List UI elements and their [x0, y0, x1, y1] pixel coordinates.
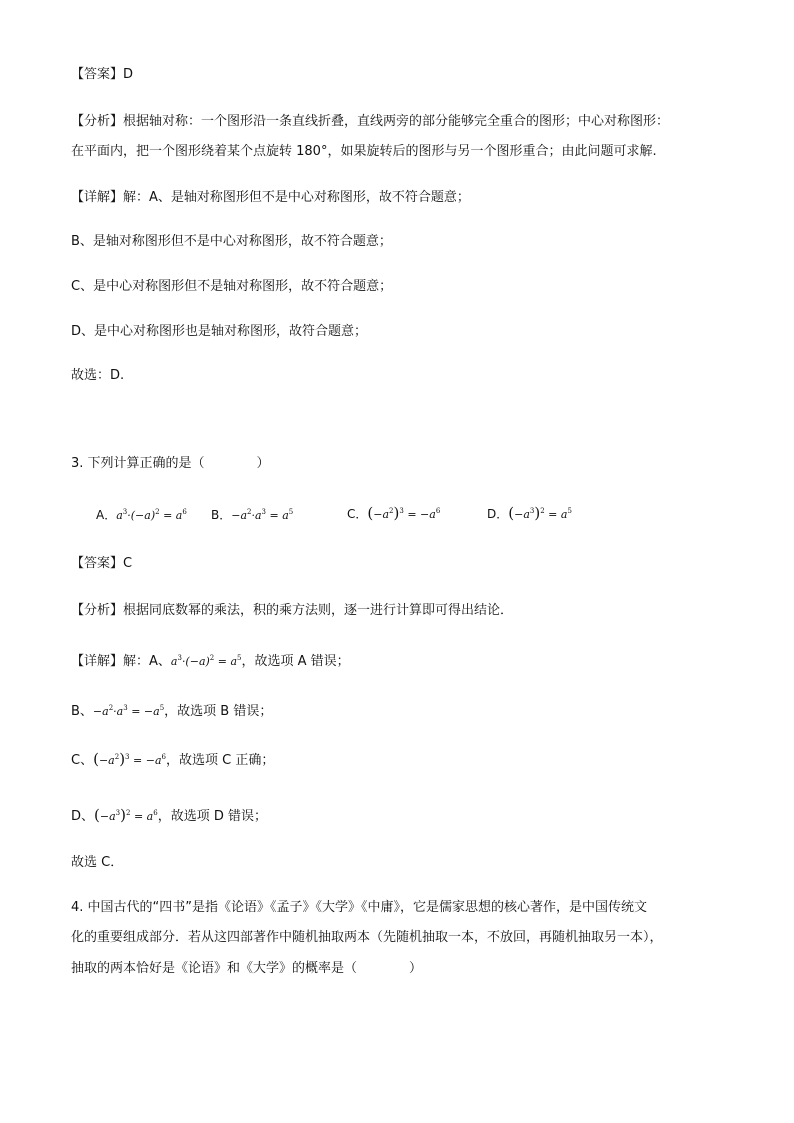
question-4-line-1: 4. 中国古代的“四书”是指《论语》《孟子》《大学》《中庸》，它是儒家思想的核心著作，是中国传统文 [71, 900, 648, 915]
option-a[interactable] [96, 506, 187, 523]
detail-b-prefix: B、 [71, 704, 93, 719]
option-b-label: B． [211, 508, 232, 522]
option-c-formula: $(-a^2)^3 = -a^6$ [367, 504, 441, 522]
option-c[interactable] [347, 504, 440, 522]
detail-a-formula: $a^3\cdot(-a)^2 = a^5$ [170, 654, 242, 668]
detail-d-formula: $(-a^3)^2 = a^6$ [94, 806, 158, 824]
answer-label: 【答案】D [71, 67, 134, 82]
option-a-formula: $a^3\cdot(-a)^2 = a^6$ [116, 508, 187, 522]
analysis-line-1: 【分析】根据轴对称：一个图形沿一条直线折叠，直线两旁的部分能够完全重合的图形；中心对称图形： [71, 114, 670, 129]
detail-c: C、是中心对称图形但不是轴对称图形，故不符合题意； [71, 279, 393, 294]
option-d-formula: $(-a^3)^2 = a^5$ [508, 504, 572, 522]
option-c-label: C． [347, 507, 368, 521]
detail-c-formula: $(-a^2)^3 = -a^6$ [93, 750, 166, 768]
analysis-line-2: 在平面内，把一个图形绕着某个点旋转 180°，如果旋转后的图形与另一个图形重合；由此问题可求解. [71, 144, 657, 159]
question-3-detail-c [71, 748, 274, 770]
question-3-answer: 【答案】C [71, 556, 133, 571]
detail-a-suffix: ，故选项 A 错误； [241, 654, 350, 669]
question-3-stem: 3. 下列计算正确的是（ ） [71, 456, 270, 471]
detail-a-prefix: 【详解】解：A、 [71, 654, 171, 669]
detail-d-suffix: ，故选项 D 错误； [157, 809, 267, 824]
question-3-detail-a [71, 649, 350, 671]
option-d-label: D． [487, 507, 509, 521]
choose-line: 故选：D. [71, 368, 125, 383]
detail-c-prefix: C、 [71, 753, 94, 768]
detail-d: D、是中心对称图形也是轴对称图形，故符合题意； [71, 324, 368, 339]
question-4-line-3: 抽取的两本恰好是《论语》和《大学》的概率是（ ） [71, 961, 423, 976]
detail-b-formula: $-a^2\cdot a^3 = -a^5$ [92, 704, 165, 718]
option-b[interactable] [211, 506, 293, 523]
detail-b-suffix: ，故选项 B 错误； [164, 704, 273, 719]
detail-d-prefix: D、 [71, 809, 95, 824]
detail-a: 【详解】解：A、是轴对称图形但不是中心对称图形，故不符合题意； [71, 190, 470, 205]
question-3-choose: 故选 C． [71, 855, 124, 870]
detail-b: B、是轴对称图形但不是中心对称图形，故不符合题意； [71, 234, 392, 249]
option-d[interactable] [487, 504, 572, 522]
detail-c-suffix: ，故选项 C 正确； [165, 753, 275, 768]
question-3-detail-d [71, 804, 267, 826]
option-b-formula: $-a^2\cdot a^3 = a^5$ [231, 508, 294, 522]
question-3-detail-b [71, 699, 272, 721]
question-3-analysis: 【分析】根据同底数幂的乘法，积的乘方法则，逐一进行计算即可得出结论． [71, 603, 514, 618]
option-a-label: A． [96, 508, 117, 522]
question-4-line-2: 化的重要组成部分．若从这四部著作中随机抽取两本（先随机抽取一本，不放回，再随机抽取另一本）， [71, 930, 663, 945]
